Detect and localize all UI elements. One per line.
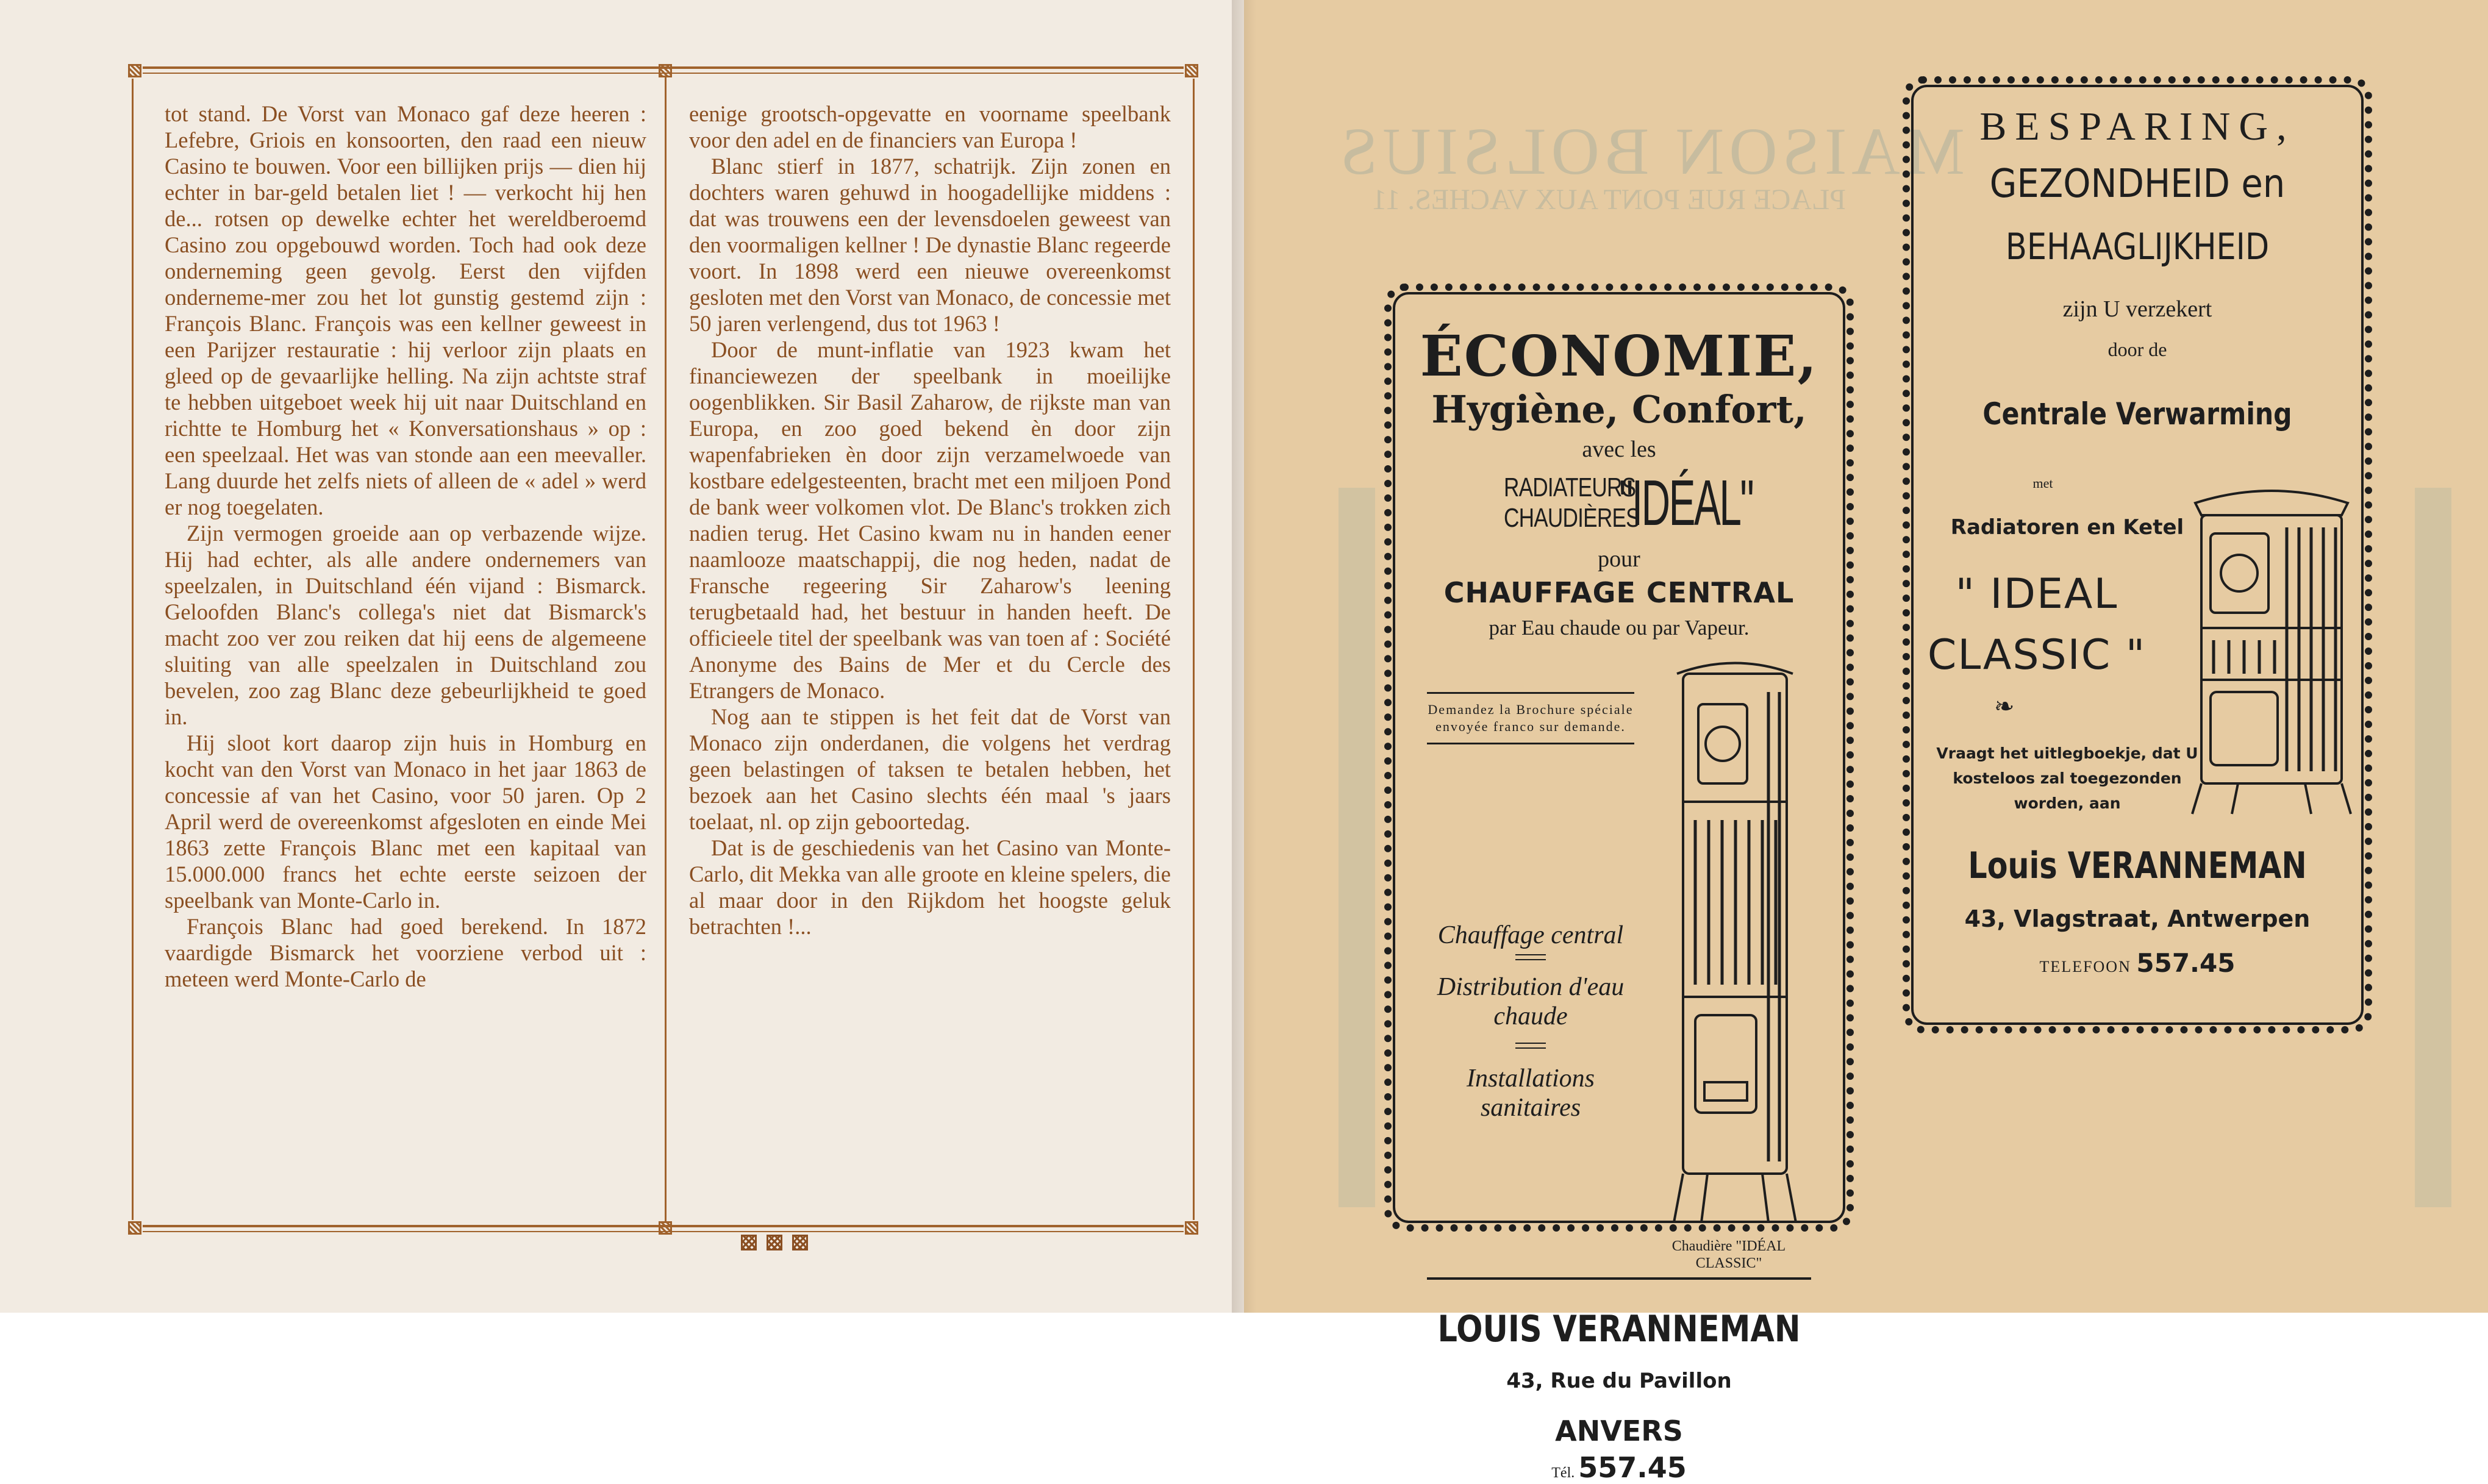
ad-service-heading: Centrale Verwarming bbox=[1982, 396, 2292, 432]
ad-headline: BESPARING, bbox=[1979, 104, 2295, 149]
ad-headline: ÉCONOMIE, bbox=[1420, 323, 1818, 389]
paragraph: Blanc stierf in 1877, schatrijk. Zijn zonen en dochters waren gehuwd in hoogadellijke middens : dat was trouwens een der levensdoelen geweest van den voormaligen kellner ! De dynastie Blanc regeerde voort. In 1898 werd een nieuwe overeenkomst gesloten met den Vorst van Monaco, de concessie met 50 jaren verlengend, dus tot 1963 ! bbox=[689, 154, 1171, 336]
dealer-name: Louis VERANNEMAN bbox=[1968, 844, 2307, 887]
brochure-note: Vraagt het uitlegboekje, dat U kosteloos zal toegezonden worden, aan bbox=[1936, 744, 2198, 812]
paragraph: François Blanc had goed berekend. In 1872 vaardigde Bismarck het voorziene verbod uit : meteen werd Monte-Carlo de bbox=[165, 914, 646, 991]
brand-name: " IDEAL CLASSIC " bbox=[1927, 570, 2147, 679]
paragraph: Door de munt-inflatie van 1923 kwam het financiewezen der speelbank in moeilijke oogenblikken. Sir Basil Zaharow, de rijkste man van Europa, en zoo goed bekend èn door zijn wapenfabrieken èn door zijn verzamelwoede van kostbare edelgesteenten, bracht met een miljoen Pond de bank weer volkomen vlot. De Blanc's trokken zich nadien terug. Het Casino kwam nu in handen eener naamlooze maatschappij, die nog heden, nadat de Fransche regeering Sir Zaharow's leening terugbetaald had, het bestuur in handen heeft. De officieele titel der speelbank was van toen af : Société Anonyme des Bains de Mer et du Cercle des Etrangers de Monaco. bbox=[689, 337, 1171, 703]
text-column-right bbox=[689, 101, 1171, 940]
end-ornament-square bbox=[741, 1235, 757, 1250]
service-item: Distribution d'eau chaude bbox=[1437, 973, 1625, 1030]
ad-text: par Eau chaude ou par Vapeur. bbox=[1489, 616, 1750, 640]
ad-ideal-french bbox=[1384, 284, 1854, 1484]
product-type-line: RADIATEURS bbox=[1504, 473, 1636, 502]
phone-number: 557.45 bbox=[2136, 948, 2236, 978]
paragraph: Nog aan te stippen is het feit dat de Vorst van Monaco zijn onderdanen, die volgens het verdrag geen belastingen of taksen te betalen hebben, het bezoek aan het Casino slechts één maal 's jaars toelaat, nl. op zijn geboortedag. bbox=[689, 704, 1171, 834]
divider-ornament bbox=[659, 64, 672, 77]
dealer-address: 43, Vlagstraat, Antwerpen bbox=[1964, 905, 2311, 932]
brochure-note: Demandez la Brochure spéciale envoyée franco sur demande. bbox=[1427, 692, 1634, 744]
ad-text: avec les bbox=[1582, 437, 1656, 462]
separator-line bbox=[1427, 1277, 1811, 1280]
end-ornament-square bbox=[767, 1235, 782, 1250]
show-through-block bbox=[1339, 488, 1375, 1207]
paragraph: eenige grootsch-opgevatte en voorname speelbank voor den adel en de financiers van Europa ! bbox=[689, 101, 1171, 152]
show-through-block bbox=[2415, 488, 2451, 1207]
ad-service-heading: CHAUFFAGE CENTRAL bbox=[1443, 576, 1795, 609]
paragraph: Dat is de geschiedenis van het Casino van Monte-Carlo, dit Mekka van alle groote en kleine spelers, die al maar door in den Rijkdom het hoogste geluk betrachten !... bbox=[689, 835, 1171, 939]
dealer-address: 43, Rue du Pavillon bbox=[1506, 1369, 1732, 1393]
corner-ornament bbox=[128, 64, 141, 77]
separator-dash bbox=[1515, 1043, 1546, 1049]
show-through-text: PLACE RUE PONT AUX VACHES. 11 bbox=[1372, 184, 1846, 216]
dealer-phone bbox=[1903, 948, 2372, 978]
dealer-name: LOUIS VERANNEMAN bbox=[1437, 1308, 1801, 1350]
corner-ornament bbox=[1185, 1221, 1198, 1235]
ad-text: Radiatoren en Ketel bbox=[1950, 515, 2184, 540]
service-item: Chauffage central bbox=[1437, 921, 1624, 949]
ornamental-frame bbox=[128, 64, 1198, 1235]
frame-left-rule bbox=[132, 79, 134, 1220]
end-ornament-square bbox=[792, 1235, 808, 1250]
paragraph: Hij sloot kort daarop zijn huis in Homburg en kocht van den Vorst van Monaco in het jaar 1863 de concessie af van het Casino, voor 50 jaren. Op 2 April werd de overeenkomst afgesloten en einde Mei 1863 zette François Blanc met een kapitaal van 15.000.000 francs het echte eerste seizoen der speelbank van Monte-Carlo in. bbox=[165, 730, 646, 913]
boiler-illustration bbox=[1671, 655, 1799, 1235]
brand-name: "IDÉAL" bbox=[1619, 467, 1753, 539]
ad-ideal-dutch bbox=[1903, 76, 2372, 1033]
phone-number: 557.45 bbox=[1578, 1451, 1687, 1484]
corner-ornament bbox=[1185, 64, 1198, 77]
end-ornament bbox=[741, 1235, 808, 1250]
boiler-illustration bbox=[2189, 479, 2354, 820]
dealer-phone bbox=[1384, 1451, 1854, 1484]
product-type bbox=[1504, 473, 1640, 533]
paragraph: Zijn vermogen groeide aan op verbazende wijze. Hij had echter, als alle andere ondernemers van speelzalen, in Duitschland één vijand : Bismarck. Geloofden Blanc's collega's niet dat Bismarck's macht zoo ver zou reiken dat hij eens de algemeene sluiting van alle speelzalen in Duitschland zou bevelen, zoo zag Blanc deze gebeurlijkheid te goed in. bbox=[165, 521, 646, 729]
service-item: Installations sanitaires bbox=[1466, 1065, 1595, 1122]
divider-ornament bbox=[659, 1221, 672, 1235]
corner-ornament bbox=[128, 1221, 141, 1235]
column-divider bbox=[665, 76, 667, 1222]
ad-text: pour bbox=[1598, 546, 1640, 572]
ad-text: zijn U verzekert bbox=[2062, 296, 2212, 322]
gutter-shadow bbox=[1232, 0, 1256, 1313]
ad-text: door de bbox=[2107, 338, 2167, 360]
phone-label: TELEFOON bbox=[2039, 958, 2131, 976]
product-type-line: CHAUDIÈRES bbox=[1504, 503, 1640, 533]
boiler-caption: Chaudière "IDÉAL CLASSIC" bbox=[1671, 1238, 1786, 1271]
ad-text: met bbox=[2032, 476, 2053, 491]
paragraph: tot stand. De Vorst van Monaco gaf deze heeren : Lefebre, Griois en konsoorten, den raad een nieuw Casino te bouwen. Voor een billijken prijs — dien hij echter in bar-geld betalen liet ! — verkocht hij hen de... rotsen op dewelke echter het wereldberoemd Casino zou opgebouwd worden. Toch had ook deze onderneming geen gevolg. Eerst den vijfden onderneme-mer zou het lot gunstig gestemd zijn : François Blanc. François was een kellner geweest in een Parijzer restauratie : hij verloor zijn plaats en gleed op de gevaarlijke helling. Na zijn achtste straf te hebben uitgeboet week hij uit naar Duitschland en richtte te Homburg het « Konversationshaus » op : een speelzaal. Het was van stonde aan een meevaller. Lang duurde het zelfs niets of alleen de « adel » werd er nog toegelaten. bbox=[165, 101, 646, 519]
ad-headline: BEHAAGLIJKHEID bbox=[2005, 226, 2270, 268]
ad-subheadline: Hygiène, Confort, bbox=[1431, 387, 1807, 432]
dealer-city: ANVERS bbox=[1555, 1414, 1683, 1447]
separator-dash bbox=[1515, 954, 1546, 960]
text-column-left bbox=[165, 101, 646, 992]
show-through-text: MAISON BOLSIUS bbox=[1335, 114, 1965, 188]
left-page bbox=[0, 0, 1244, 1313]
frame-right-rule bbox=[1193, 79, 1195, 1220]
phone-label: Tél. bbox=[1551, 1465, 1575, 1481]
flourish-ornament: ❧ bbox=[1994, 693, 2015, 720]
ad-headline: GEZONDHEID en bbox=[1989, 162, 2286, 207]
